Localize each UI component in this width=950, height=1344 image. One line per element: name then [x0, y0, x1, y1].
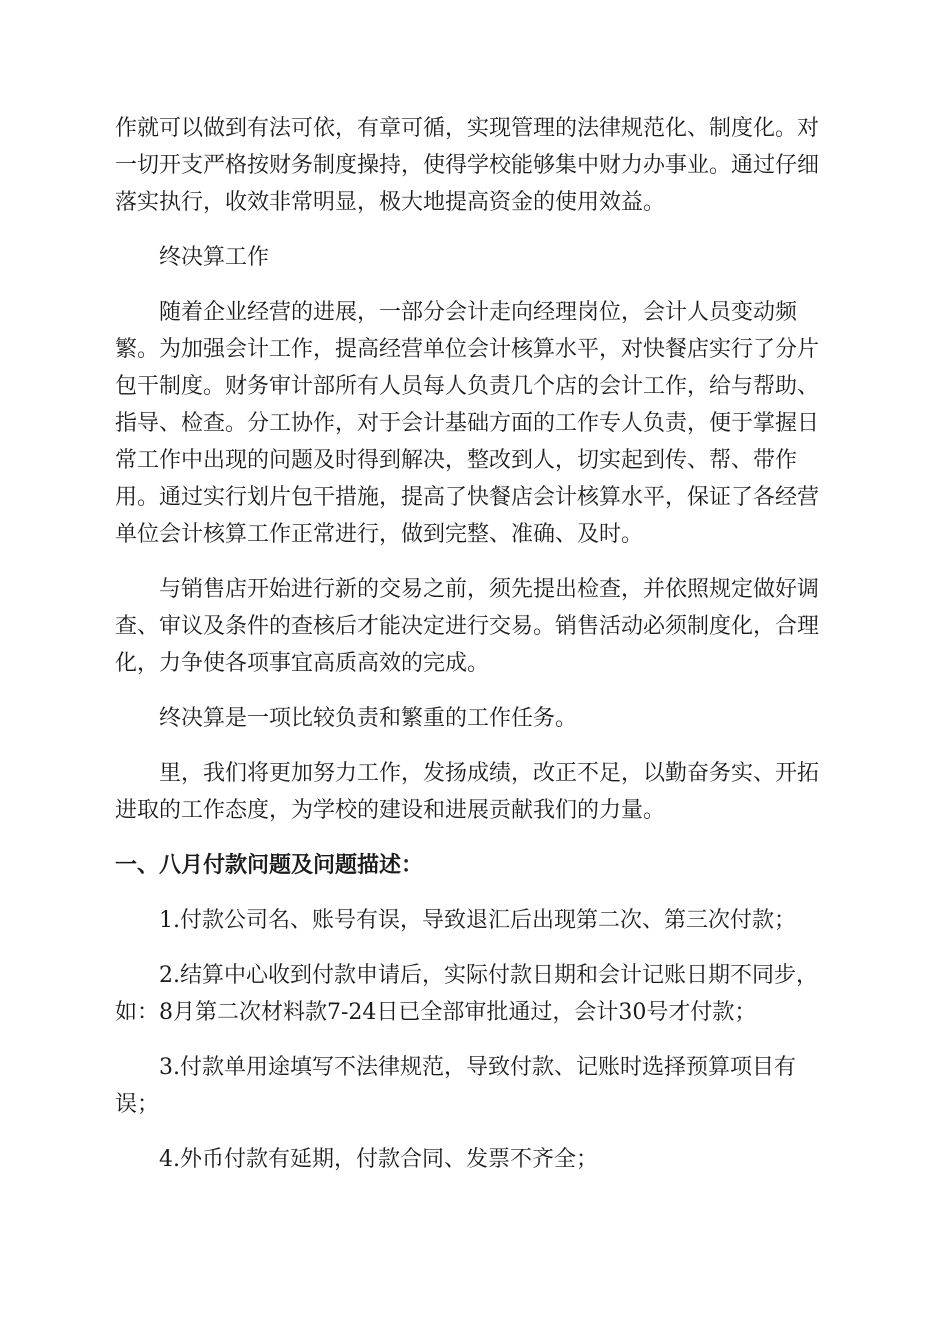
paragraph-5: [115, 700, 835, 737]
text-line: 指导、检查。分工协作，对于会计基础方面的工作专人负责，便于掌握日: [115, 411, 820, 436]
text-line: 终决算工作: [159, 245, 270, 270]
text-line: 如：8月第二次材料款7-24日已全部审批通过，会计30号才付款；: [115, 1000, 757, 1025]
text-line: 误；: [115, 1092, 160, 1117]
paragraph-1: [115, 110, 835, 221]
section-title-final-accounts: [115, 239, 835, 276]
text-line: 用。通过实行划片包干措施，提高了快餐店会计核算水平，保证了各经营: [115, 485, 820, 510]
text-line: 单位会计核算工作正常进行，做到完整、准确、及时。: [115, 522, 644, 547]
paragraph-4: [115, 571, 835, 682]
text-line: 2.结算中心收到付款申请后，实际付款日期和会计记账日期不同步，: [159, 963, 818, 988]
text-line: 进取的工作态度，为学校的建设和进展贡献我们的力量。: [115, 798, 666, 823]
text-line: 落实执行，收效非常明显，极大地提高资金的使用效益。: [115, 190, 666, 215]
text-line: 一切开支严格按财务制度操持，使得学校能够集中财力办事业。通过仔细: [115, 153, 820, 178]
list-item: [115, 1049, 835, 1123]
text-line: 终决算是一项比较负责和繁重的工作任务。: [159, 706, 578, 731]
paragraph-3: [115, 294, 835, 553]
text-line: 4.外币付款有延期，付款合同、发票不齐全；: [159, 1147, 598, 1172]
text-line: 里，我们将更加努力工作，发扬成绩，改正不足，以勤奋务实、开拓: [159, 761, 820, 786]
text-line: 包干制度。财务审计部所有人员每人负责几个店的会计工作，给与帮助、: [115, 374, 820, 399]
document-page: [115, 110, 835, 1196]
text-line: 繁。为加强会计工作，提高经营单位会计核算水平，对快餐店实行了分片: [115, 337, 820, 362]
list-item: [115, 957, 835, 1031]
text-line: 化，力争使各项事宜高质高效的完成。: [115, 651, 490, 676]
text-line: 3.付款单用途填写不法律规范，导致付款、记账时选择预算项目有: [159, 1055, 796, 1080]
section-heading: 一、八月付款问题及问题描述：: [115, 853, 424, 878]
text-line: 随着企业经营的进展，一部分会计走向经理岗位，会计人员变动频: [159, 300, 798, 325]
text-line: 1.付款公司名、账号有误，导致退汇后出现第二次、第三次付款；: [159, 908, 796, 933]
list-item: [115, 902, 835, 939]
text-line: 常工作中出现的问题及时得到解决，整改到人，切实起到传、帮、带作: [115, 448, 798, 473]
paragraph-6: [115, 755, 835, 829]
text-line: 与销售店开始进行新的交易之前，须先提出检查，并依照规定做好调: [159, 577, 820, 602]
text-line: 查、审议及条件的查核后才能决定进行交易。销售活动必须制度化，合理: [115, 614, 820, 639]
text-line: 作就可以做到有法可依，有章可循，实现管理的法律规范化、制度化。对: [115, 116, 820, 141]
list-item: [115, 1141, 835, 1178]
